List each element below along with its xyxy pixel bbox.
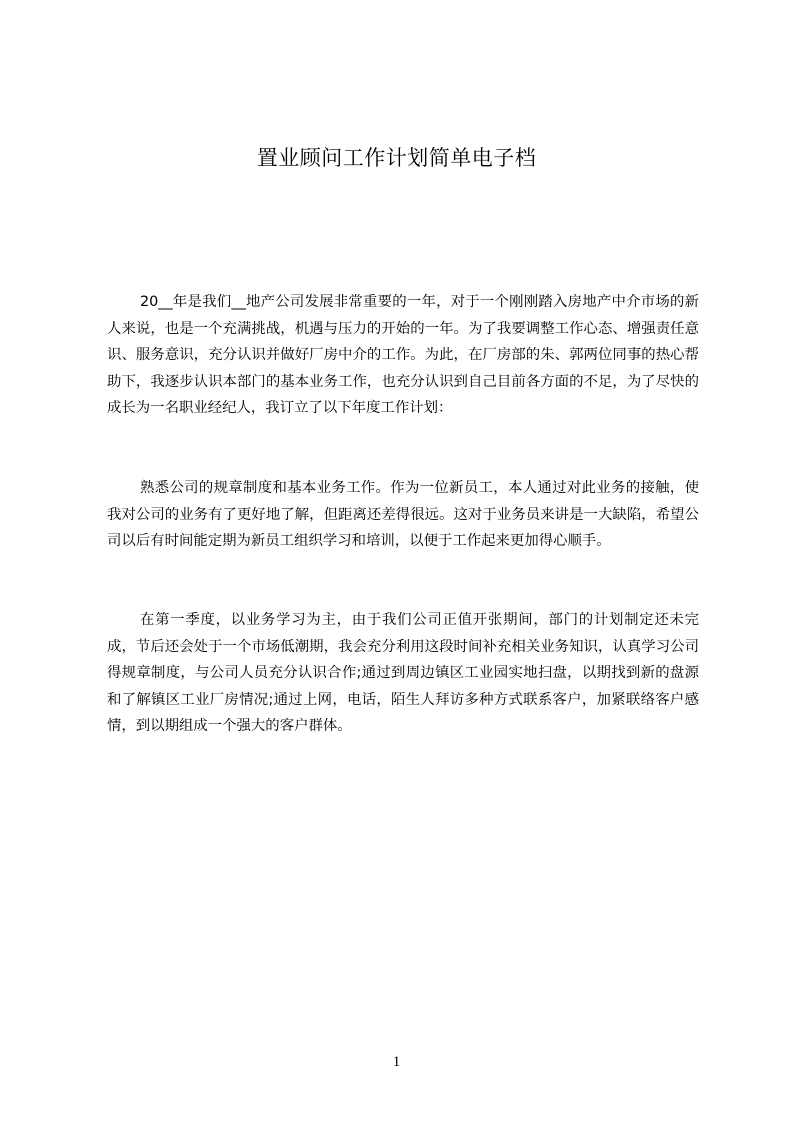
document-title: 置业顾问工作计划简单电子档 [256,146,537,170]
paragraph-intro: 20__年是我们__地产公司发展非常重要的一年，对于一个刚刚踏入房地产中介市场的新人来说，也是一个充满挑战，机遇与压力的开始的一年。为了我要调整工作心态、增强责任意识、服务意识，充分认识并做好厂房中介的工作。为此，在厂房部的朱、郭两位同事的热心帮助下，我逐步认识本部门的基本业务工作，也充分认识到自己目前各方面的不足，为了尽快的成长为一名职业经纪人，我订立了以下年度工作计划： [107,294,699,416]
paragraph-first-quarter: 在第一季度，以业务学习为主，由于我们公司正值开张期间，部门的计划制定还未完成，节后还会处于一个市场低潮期，我会充分利用这段时间补充相关业务知识，认真学习公司得规章制度，与公司人员充分认识合作;通过到周边镇区工业园实地扫盘，以期找到新的盘源和了解镇区工业厂房情况;通过上网，电话，陌生人拜访多种方式联系客户，加紧联络客户感情，到以期组成一个强大的客户群体。 [107,612,699,734]
paragraph-rules: 熟悉公司的规章制度和基本业务工作。作为一位新员工，本人通过对此业务的接触，使我对公司的业务有了更好地了解，但距离还差得很远。这对于业务员来讲是一大缺陷，希望公司以后有时间能定期为新员工组织学习和培训，以便于工作起来更加得心顺手。 [107,480,699,549]
page-number: 1 [392,1054,401,1070]
